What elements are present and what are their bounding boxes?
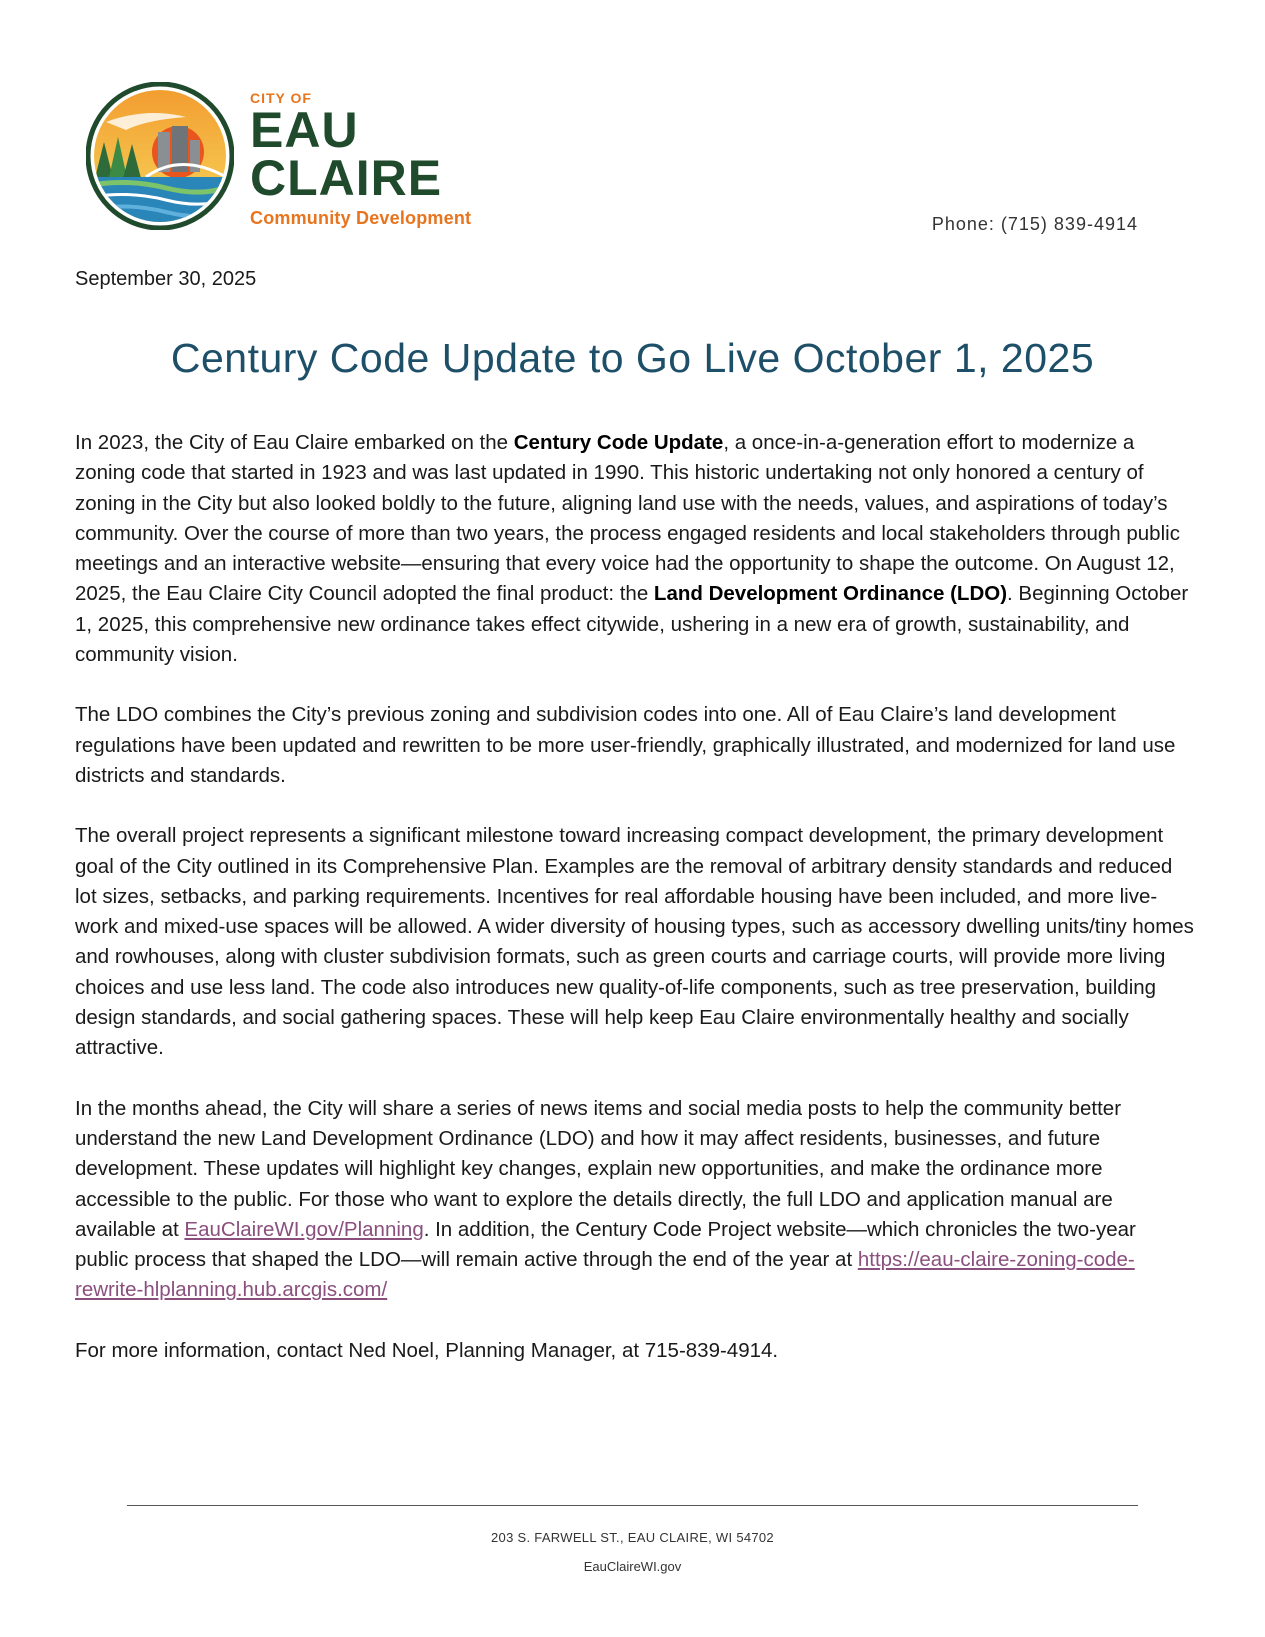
logo-department: Community Development — [250, 208, 472, 228]
footer-website: EauClaireWI.gov — [583, 1559, 682, 1574]
planning-link[interactable]: EauClaireWI.gov/Planning — [184, 1217, 424, 1241]
logo-city-of: CITY OF — [250, 90, 312, 106]
p1-text-a: In 2023, the City of Eau Claire embarked on the — [75, 431, 514, 454]
p4-text-a: In the months ahead, the City will share a series of news items and social media posts to help the community better understand the new Land Development Ordinance (LDO) and how it may affect residents, businesses, and future development. These updates will highlight key changes, explain new opportunities, and make the ordinance more accessible to the public. For those who want to explore the details directly, the full LDO and application manual are available at — [75, 1096, 1122, 1241]
logo-eau: EAU — [250, 102, 359, 158]
century-code-website-link[interactable]: https://eau-claire-zoning-code-rewrite-hlplanning.hub.arcgis.com/ — [75, 1248, 1135, 1302]
paragraph-ldo-summary: The LDO combines the City’s previous zoning and subdivision codes into one. All of Eau Claire’s land development regulations have been updated and rewritten to be more user-friendly, graphically illustrated, and modernized for land use districts and standards. — [75, 703, 1176, 787]
letter-body — [75, 428, 1195, 1396]
header-phone: Phone: (715) 839-4914 — [931, 214, 1138, 234]
logo-claire: CLAIRE — [250, 150, 443, 206]
paragraph-intro — [75, 428, 1195, 670]
p1-bold-ldo: Land Development Ordinance (LDO) — [653, 582, 1008, 606]
paragraph-project-milestone: The overall project represents a significant milestone toward increasing compact development, the primary development goal of the City outlined in its Comprehensive Plan. Examples are the removal of arbitrary density standards and reduced lot sizes, setbacks, and parking requirements. Incentives for real affordable housing have been included, and more live-work and mixed-use spaces will be allowed. A wider diversity of housing types, such as accessory dwelling units/tiny homes and rowhouses, along with cluster subdivision formats, such as green courts and carriage courts, will provide more living choices and use less land. The code also introduces new quality-of-life components, such as tree preservation, building design standards, and social gathering spaces. These will help keep Eau Claire environmentally healthy and socially attractive. — [75, 824, 1194, 1060]
paragraph-months-ahead — [75, 1094, 1195, 1306]
p1-text-c: , a once-in-a-generation effort to modernize a zoning code that started in 1923 and was last updated in 1990. This historic undertaking not only honored a century of zoning in the City but also looked boldly to the future, aligning land use with the needs, values, and aspirations of today’s community. Over the course of more than two years, the process engaged residents and local stakeholders through public meetings and an interactive website—ensuring that every voice had the opportunity to shape the outcome. On August 12, 2025, the Eau Claire City Council adopted the final product: the — [75, 431, 1180, 606]
page-title: Century Code Update to Go Live October 1, 2025 — [170, 335, 1095, 381]
city-logo-emblem — [86, 82, 234, 230]
letter-date: September 30, 2025 — [75, 268, 257, 290]
p1-text-d: . Beginning October 1, 2025, this comprehensive new ordinance takes effect citywide, ushering in a new era of growth, sustainability, and community vision. — [75, 582, 1189, 667]
city-seal-icon — [86, 82, 234, 230]
p4-text-b: . In addition, the Century Code Project website—which chronicles the two-year public process that shaped the LDO—will remain active through the end of the year at — [75, 1217, 1136, 1272]
city-logo-wordmark — [250, 90, 471, 229]
footer-divider — [127, 1505, 1138, 1506]
paragraph-contact: For more information, contact Ned Noel, Planning Manager, at 715-839-4914. — [75, 1338, 779, 1362]
p1-bold-century-code: Century Code Update — [513, 431, 724, 454]
footer-address: 203 S. FARWELL ST., EAU CLAIRE, WI 54702 — [491, 1530, 774, 1545]
